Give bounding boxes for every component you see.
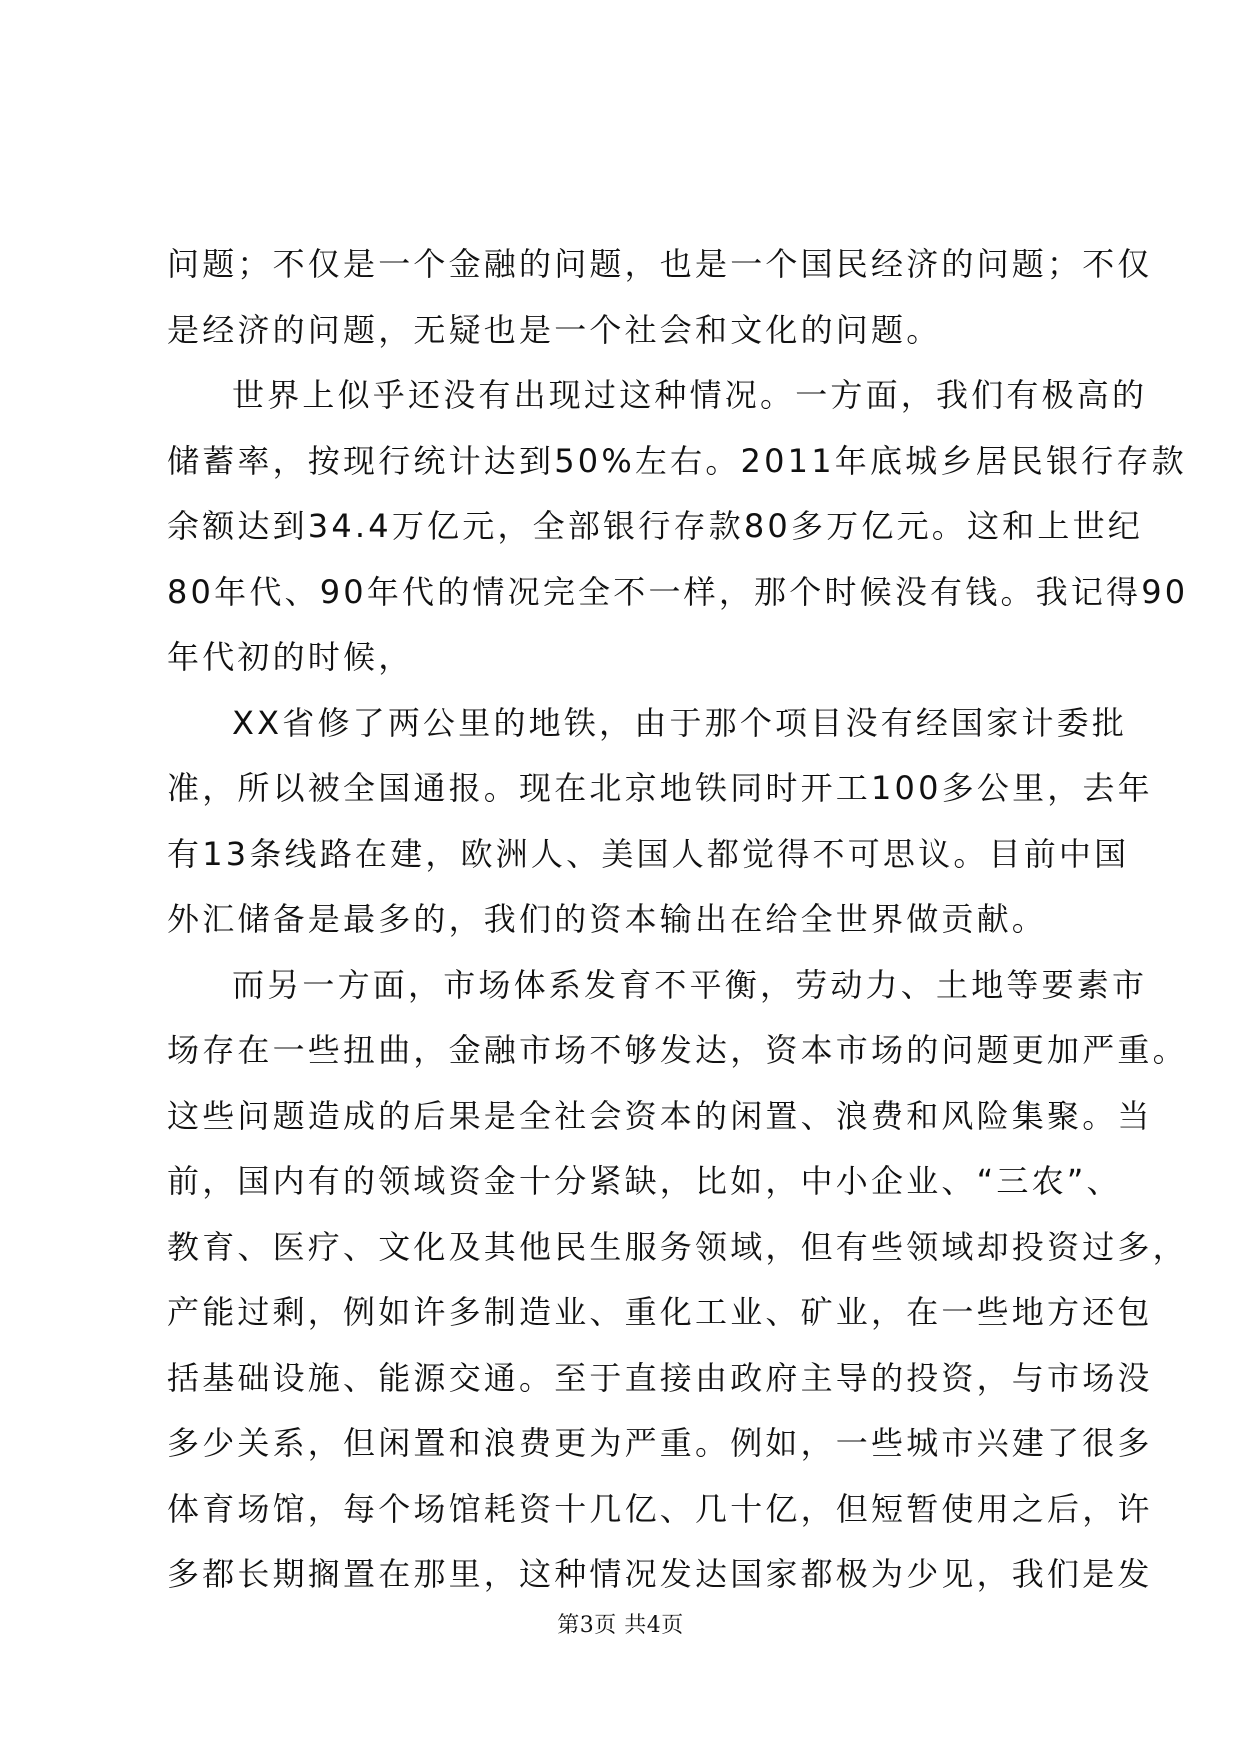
text-line: 问题；不仅是一个金融的问题，也是一个国民经济的问题；不仅 [167, 245, 1153, 283]
text-line: 80年代、90年代的情况完全不一样，那个时候没有钱。我记得90 [167, 572, 1189, 611]
text-line: 准，所以被全国通报。现在北京地铁同时开工100多公里，去年 [167, 769, 1153, 807]
text-line: 场存在一些扭曲，金融市场不够发达，资本市场的问题更加严重。 [167, 1031, 1188, 1069]
text-line: 外汇储备是最多的，我们的资本输出在给全世界做贡献。 [167, 900, 1048, 938]
text-line: 体育场馆，每个场馆耗资十几亿、几十亿，但短暂使用之后，许 [167, 1489, 1153, 1528]
text-line: 前，国内有的领域资金十分紧缺，比如，中小企业、“三农”、 [167, 1162, 1122, 1200]
text-line: XX省修了两公里的地铁，由于那个项目没有经国家计委批 [232, 703, 1128, 742]
page-number-footer: 第3页 共4页 [557, 1613, 684, 1638]
text-line: 这些问题造成的后果是全社会资本的闲置、浪费和风险集聚。当 [167, 1096, 1153, 1135]
text-line: 括基础设施、能源交通。至于直接由政府主导的投资，与市场没 [167, 1358, 1153, 1397]
text-line: 有13条线路在建，欧洲人、美国人都觉得不可思议。目前中国 [167, 834, 1130, 873]
text-line: 是经济的问题，无疑也是一个社会和文化的问题。 [167, 310, 942, 349]
text-line: 世界上似乎还没有出现过这种情况。一方面，我们有极高的 [232, 376, 1148, 414]
body-text [167, 232, 1189, 1608]
text-line: 余额达到34.4万亿元，全部银行存款80多万亿元。这和上世纪 [167, 507, 1143, 545]
text-line: 年代初的时候， [167, 638, 414, 676]
text-line: 教育、医疗、文化及其他民生服务领域，但有些领域却投资过多， [167, 1227, 1188, 1266]
text-line: 多少关系，但闲置和浪费更为严重。例如，一些城市兴建了很多 [167, 1424, 1153, 1462]
text-line: 而另一方面，市场体系发育不平衡，劳动力、土地等要素市 [232, 965, 1148, 1004]
text-line: 产能过剩，例如许多制造业、重化工业、矿业，在一些地方还包 [167, 1293, 1153, 1331]
text-line: 多都长期搁置在那里，这种情况发达国家都极为少见，我们是发 [167, 1555, 1153, 1593]
text-line: 储蓄率，按现行统计达到50%左右。2011年底城乡居民银行存款 [167, 441, 1187, 480]
